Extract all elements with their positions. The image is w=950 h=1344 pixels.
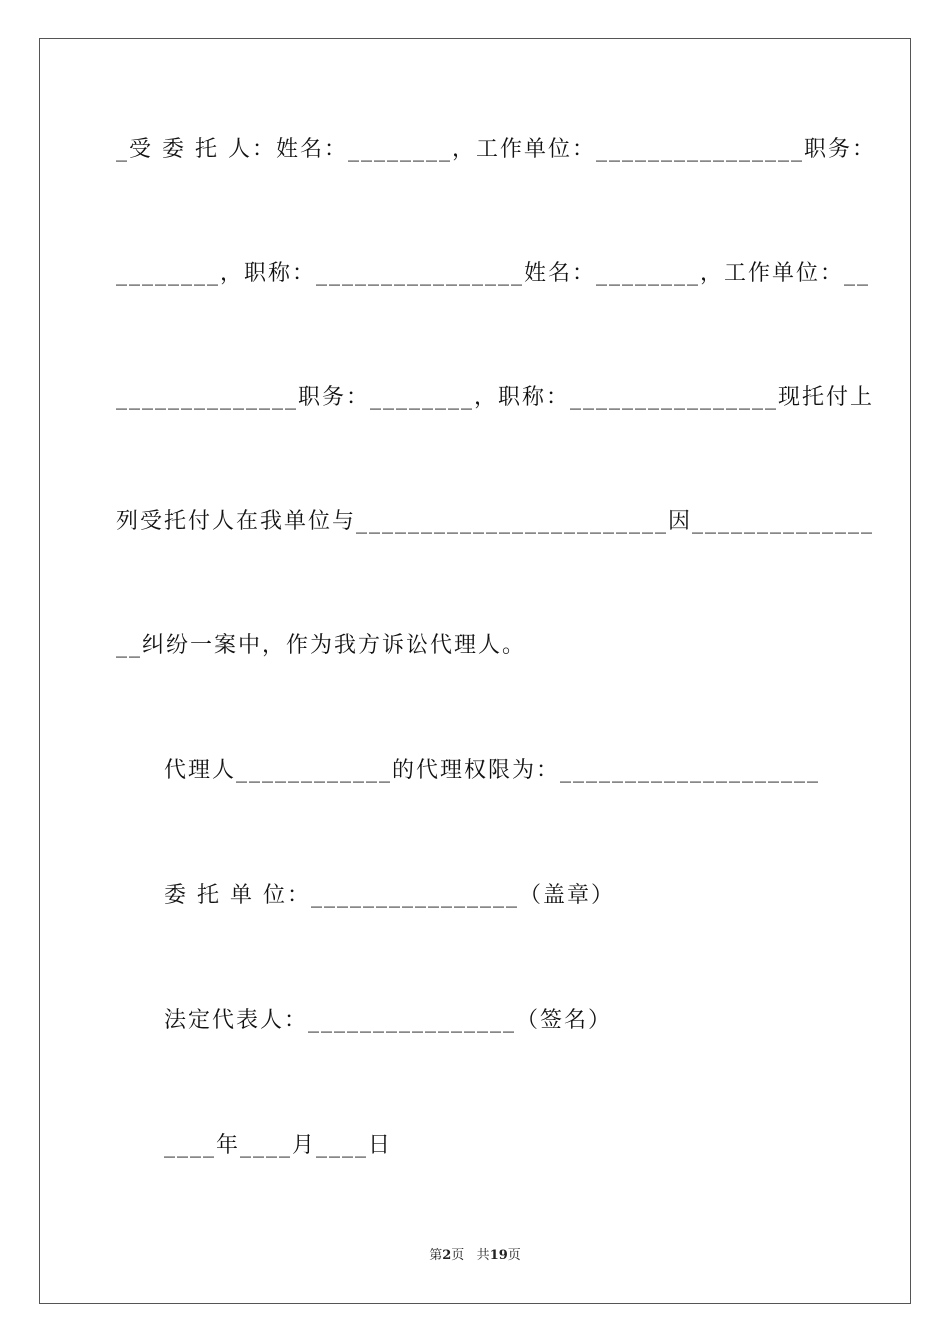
trustee-line-1: _受 委 托 人：姓名：________，工作单位：________________职务： <box>116 137 876 162</box>
entrusting-unit-line: 委 托 单 位：________________（盖章） <box>164 883 615 908</box>
trustee-line-2: ________，职称：________________姓名：________，工作单位：__ <box>116 261 871 286</box>
page-frame <box>39 38 911 1304</box>
total-suffix: 页 <box>507 1248 521 1263</box>
agent-authority-line: 代理人____________的代理权限为：____________________ <box>164 758 821 783</box>
dispute-line-2: __纠纷一案中，作为我方诉讼代理人。 <box>116 633 527 658</box>
page-suffix: 页 <box>451 1248 465 1263</box>
trustee-line-3: ______________职务：________，职称：________________现托付上 <box>116 385 875 410</box>
page-footer <box>0 1247 950 1265</box>
total-pages: 19 <box>489 1248 508 1263</box>
page-number: 2 <box>442 1248 452 1263</box>
dispute-line-1: 列受托付人在我单位与________________________因______________ <box>116 509 875 534</box>
legal-representative-line: 法定代表人：________________（签名） <box>164 1008 613 1033</box>
page-prefix: 第 <box>429 1248 443 1263</box>
total-prefix: 共 <box>476 1248 490 1263</box>
date-line: ____年____月____日 <box>164 1133 393 1158</box>
